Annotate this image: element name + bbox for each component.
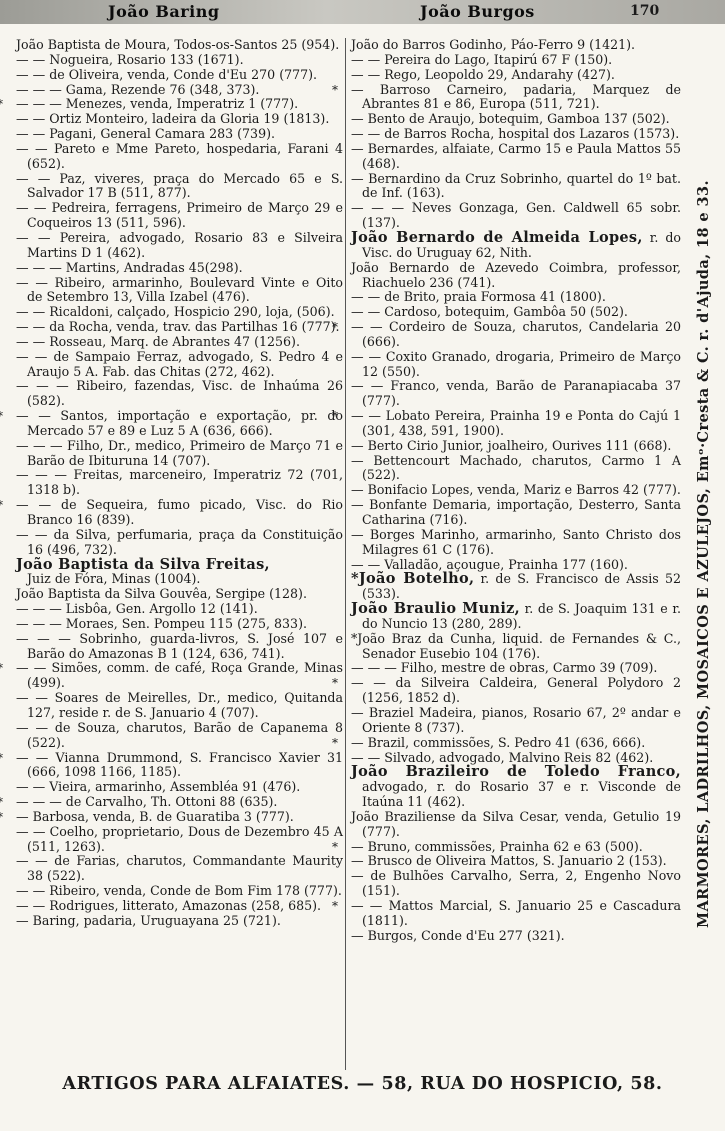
directory-entry: — — Pagani, General Camara 283 (739). (16, 126, 275, 142)
header-left-guide-word: João Baring (108, 2, 220, 21)
directory-entry: — — — Filho, mestre de obras, Carmo 39 (709). (351, 660, 658, 676)
directory-entry: — — — Gama, Rezende 76 (348, 373). (16, 81, 260, 97)
entry-heading-tail: r. de S. Joaquim 131 e r. do Nuncio 13 (280, 289). (362, 601, 681, 631)
directory-entry: * — — de Sequeira, fumo picado, Visc. do Rio Branco 16 (839). (16, 498, 343, 528)
entry-heading-tail: r. de S. Francisco de Assis 52 (533). (362, 571, 681, 602)
directory-entry: * — Bruno, commissões, Prainha 62 e 63 (500). (351, 840, 681, 855)
directory-entry: — — da Rocha, venda, trav. das Partilhas 16 (777). (16, 319, 340, 335)
directory-entry: — — Coelho, proprietario, Dous de Dezembro 45 A (511, 1263). (16, 823, 343, 854)
directory-entry: — Bernardino da Cruz Sobrinho, quartel do 1º bat. de Inf. (163). (351, 170, 681, 201)
directory-entry: — — — Lisbôa, Gen. Argollo 12 (141). (16, 601, 258, 617)
entry-heading-name: João Brazileiro de Toledo Franco, (351, 763, 681, 781)
header-right-guide-word: João Burgos (420, 2, 535, 21)
directory-entry: — — da Silva, perfumaria, praça da Constituição 16 (496, 732). (16, 526, 343, 557)
directory-entry: * — — da Silveira Caldeira, General Polydoro 2 (1256, 1852 d). (351, 676, 681, 706)
directory-entry: — Brusco de Oliveira Mattos, S. Januario 2 (153). (351, 853, 667, 869)
directory-entry: — — de Farias, charutos, Commandante Maurity 38 (522). (16, 853, 343, 884)
directory-entry: — — — Sobrinho, guarda-livros, S. José 107 e Barão do Amazonas B 1 (124, 636, 741). (16, 630, 343, 661)
directory-entry: João Baptista de Moura, Todos-os-Santos 25 (954). (16, 37, 340, 52)
page-header (0, 0, 725, 24)
directory-entry: * — — Santos, importação e exportação, pr. do Mercado 57 e 89 e Luz 5 A (636, 666). (16, 409, 343, 439)
directory-entry: João Braziliense da Silva Cesar, venda, Getulio 19 (777). (351, 808, 681, 839)
directory-entry: * — Brazil, commissões, S. Pedro 41 (636, 666). (351, 736, 681, 751)
directory-entry: — Braziel Madeira, pianos, Rosario 67, 2º andar e Oriente 8 (737). (351, 704, 681, 735)
directory-entry: — — — Freitas, marceneiro, Imperatriz 72 (701, 1318 b). (16, 467, 343, 498)
directory-entry: Juiz de Fóra, Minas (1004). (27, 571, 201, 587)
directory-entry: — — — Filho, Dr., medico, Primeiro de Março 71 e Barão de Ibituruna 14 (707). (16, 437, 343, 468)
directory-entry (351, 228, 681, 261)
directory-entry: * — — Vianna Drummond, S. Francisco Xavier 31 (666, 1098 1166, 1185). (16, 751, 343, 781)
directory-entry: — — — Martins, Andradas 45(298). (16, 259, 243, 275)
directory-entry: — Bento de Araujo, botequim, Gamboa 137 (502). (351, 111, 670, 127)
directory-entry (351, 765, 681, 810)
directory-entry (351, 602, 681, 632)
directory-entry: — Berto Cirio Junior, joalheiro, Ourives 111 (668). (351, 437, 672, 453)
directory-entry: * — Barbosa, venda, B. de Guaratiba 3 (777). (16, 810, 343, 825)
directory-entry: — — Franco, venda, Barão de Paranapiacaba 37 (777). (351, 378, 681, 409)
entry-heading-tail: advogado, r. do Rosario 37 e r. Visconde de Itaúna 11 (462). (362, 779, 681, 810)
directory-entry: — — Valladão, açougue, Prainha 177 (160). (351, 556, 628, 572)
footer-advertisement: ARTIGOS PARA ALFAIATES. — 58, RUA DO HOSPICIO, 58. (62, 1074, 663, 1094)
column-divider (345, 38, 346, 1070)
directory-entry: — — Nogueira, Rosario 133 (1671). (16, 51, 244, 67)
directory-entry: * — — Mattos Marcial, S. Januario 25 e Cascadura (1811). (351, 899, 681, 929)
entry-heading-name: João Baptista da Silva Freitas, (16, 555, 270, 573)
right-column (351, 38, 681, 943)
directory-entry: — — Silvado, advogado, Malvino Reis 82 (462). (351, 749, 654, 765)
directory-entry: — — — Moraes, Sen. Pompeu 115 (275, 833). (16, 615, 307, 631)
page-number: 170 (630, 3, 660, 19)
directory-entry: — — Pareto e Mme Pareto, hospedaria, Farani 4 (652). (16, 140, 343, 171)
entry-heading-name: João Braulio Muniz, (351, 600, 521, 618)
directory-entry: João Bernardo de Azevedo Coimbra, professor, Riachuelo 236 (741). (351, 259, 681, 290)
directory-entry: — — de Sampaio Ferraz, advogado, S. Pedro 4 e Araujo 5 A. Fab. das Chitas (272, 462). (16, 348, 343, 379)
directory-entry: — Bonifacio Lopes, venda, Mariz e Barros 42 (777). (351, 482, 681, 498)
directory-entry: — — Ricaldoni, calçado, Hospicio 290, loja, (506). (16, 304, 335, 320)
directory-entry: — — — Neves Gonzaga, Gen. Caldwell 65 sobr. (137). (351, 200, 681, 231)
directory-entry: * — — Cordeiro de Souza, charutos, Candelaria 20 (666). (351, 320, 681, 350)
directory-entry (351, 572, 681, 602)
directory-entry: — Baring, padaria, Uruguayana 25 (721). (16, 912, 281, 928)
directory-entry: *João Braz da Cunha, liquid. de Fernandes & C., Senador Eusebio 104 (176). (351, 630, 681, 661)
directory-entry: — — Cardoso, botequim, Gambôa 50 (502). (351, 304, 628, 320)
directory-entry: — — Rosseau, Marq. de Abrantes 47 (1256). (16, 333, 300, 349)
left-column (16, 38, 343, 929)
directory-entry: — — Ribeiro, venda, Conde de Bom Fim 178 (777). (16, 883, 342, 899)
directory-entry: * — — Simões, comm. de café, Roça Grande, Minas (499). (16, 661, 343, 691)
directory-entry (16, 555, 343, 573)
directory-entry: — — Pedreira, ferragens, Primeiro de Março 29 e Coqueiros 13 (511, 596). (16, 200, 343, 231)
entry-heading-name: *João Botelho, (351, 570, 475, 588)
directory-entry: — Burgos, Conde d'Eu 277 (321). (351, 927, 565, 943)
directory-entry: — — de Souza, charutos, Barão de Capanema 8 (522). (16, 719, 343, 750)
directory-entry: João Baptista da Silva Gouvêa, Sergipe (128). (16, 586, 307, 602)
directory-entry: João do Barros Godinho, Páo-Ferro 9 (1421). (351, 37, 636, 52)
directory-entry: — — Pereira do Lago, Itapirú 67 F (150). (351, 51, 613, 67)
directory-entry: — de Bulhões Carvalho, Serra, 2, Engenho Novo (151). (351, 868, 681, 899)
directory-entry: — Bonfante Demaria, importação, Desterro, Santa Catharina (716). (351, 497, 681, 527)
directory-entry: — — de Oliveira, venda, Conde d'Eu 270 (777). (16, 66, 318, 82)
directory-entry: — — Pereira, advogado, Rosario 83 e Silveira Martins D 1 (462). (16, 229, 343, 260)
entry-heading-name: João Bernardo de Almeida Lopes, (351, 228, 643, 246)
directory-entry: — — Rego, Leopoldo 29, Andarahy (427). (351, 66, 615, 82)
directory-entry: — — Ortiz Monteiro, ladeira da Gloria 19 (1813). (16, 111, 330, 127)
directory-entry: * — — Lobato Pereira, Prainha 19 e Ponta do Cajú 1 (301, 438, 591, 1900). (351, 409, 681, 439)
directory-entry: — — — Ribeiro, fazendas, Visc. de Inhaúma 26 (582). (16, 378, 343, 409)
directory-entry: — Bernardes, alfaiate, Carmo 15 e Paula Mattos 55 (468). (351, 140, 681, 171)
directory-entry: — — Coxito Granado, drogaria, Primeiro de Março 12 (550). (351, 348, 681, 379)
directory-entry: * — Barroso Carneiro, padaria, Marquez de Abrantes 81 e 86, Europa (511, 721). (351, 83, 681, 113)
side-advertisement: MARMORES, LADRILHOS, MOSAICOS E AZULEJOS, Emᵒ·Cresta & C. r. d'Ajuda, 18 e 33. (695, 180, 712, 928)
directory-entry: — — Ribeiro, armarinho, Boulevard Vinte e Oito de Setembro 13, Villa Izabel (476). (16, 274, 343, 305)
directory-entry: * — — — de Carvalho, Th. Ottoni 88 (635). (16, 795, 343, 810)
directory-entry: — — de Brito, praia Formosa 41 (1800). (351, 289, 606, 305)
directory-entry: — — Paz, viveres, praça do Mercado 65 e S. Salvador 17 B (511, 877). (16, 170, 343, 201)
entry-heading-tail: r. do Visc. do Uruguay 62, Nith. (362, 229, 681, 260)
directory-entry: * — — — Menezes, venda, Imperatriz 1 (777). (16, 97, 343, 112)
directory-entry: — — de Barros Rocha, hospital dos Lazaros (1573). (351, 126, 680, 142)
directory-entry: — Bettencourt Machado, charutos, Carmo 1 A (522). (351, 452, 681, 483)
directory-entry: — — Rodrigues, litterato, Amazonas (258, 685). (16, 897, 322, 913)
directory-entry: — — Vieira, armarinho, Assembléa 91 (476). (16, 779, 301, 795)
directory-entry: — Borges Marinho, armarinho, Santo Christo dos Milagres 61 C (176). (351, 526, 681, 557)
directory-entry: — — Soares de Meirelles, Dr., medico, Quitanda 127, reside r. de S. Januario 4 (707). (16, 690, 343, 720)
